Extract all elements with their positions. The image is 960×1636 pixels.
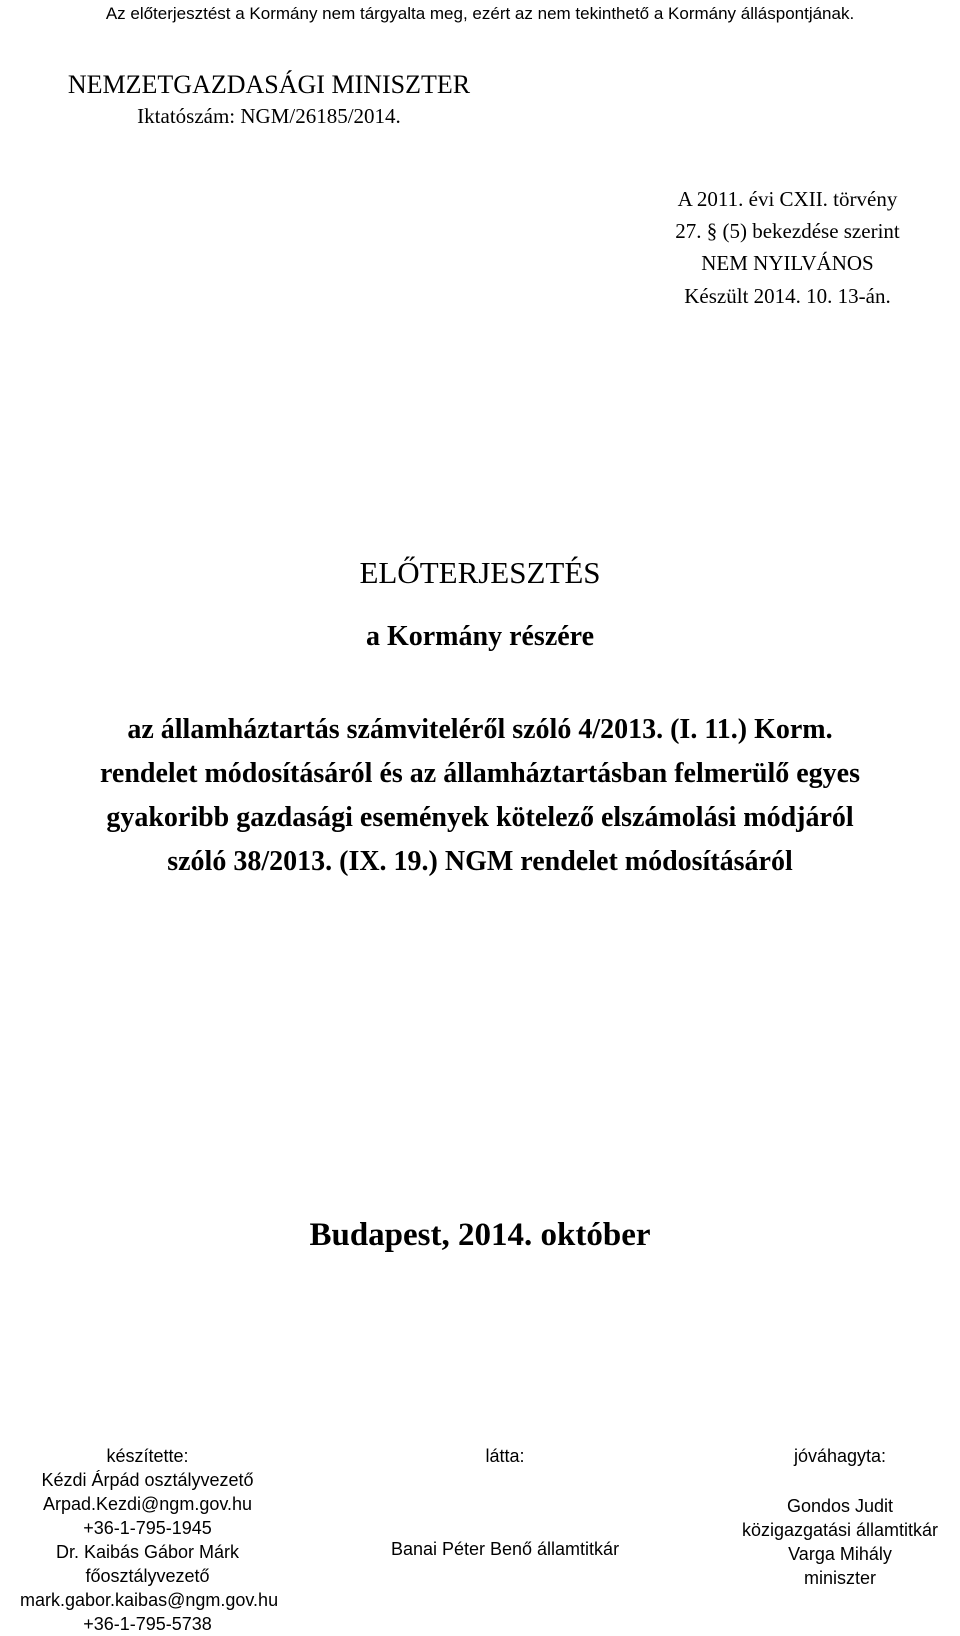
classification-status: NEM NYILVÁNOS [701, 251, 874, 275]
signature-line: miniszter [803, 1568, 876, 1588]
signature-label: látta: [485, 1446, 525, 1466]
phone-text: +36-1-795-5738 [83, 1614, 212, 1634]
signature-line: közigazgatási államtitkár [741, 1520, 939, 1540]
signature-label: jóváhagyta: [793, 1446, 887, 1466]
signature-seen-by [375, 1444, 635, 1561]
registration-number: Iktatószám: NGM/26185/2014. [137, 104, 401, 128]
subject-line: gyakoribb gazdasági események kötelező elszámolási módjáról [106, 802, 854, 833]
email-text: mark.gabor.kaibas@ngm.gov.hu [20, 1590, 279, 1610]
signature-line: Varga Mihály [788, 1544, 892, 1564]
document-type-title: ELŐTERJESZTÉS [359, 555, 601, 590]
email-text: Arpad.Kezdi@ngm.gov.hu [42, 1494, 253, 1514]
signature-line: főosztályvezető [85, 1566, 210, 1586]
signature-line: Kézdi Árpád osztályvezető [41, 1470, 254, 1490]
phone-text: +36-1-795-1945 [83, 1518, 212, 1538]
document-subject [0, 708, 960, 884]
signature-line: Banai Péter Benő államtitkár [390, 1539, 620, 1559]
signature-line: Dr. Kaibás Gábor Márk [55, 1542, 240, 1562]
classification-line: 27. § (5) bekezdése szerint [675, 219, 900, 243]
prepared-date: Készült 2014. 10. 13-án. [684, 284, 891, 308]
subject-line: rendelet módosításáról és az államháztartásban felmerülő egyes [99, 758, 861, 789]
signature-label: készítette: [106, 1446, 189, 1466]
place-and-date: Budapest, 2014. október [309, 1217, 651, 1253]
addressee: a Kormány részére [365, 621, 595, 652]
ministry-name: NEMZETGAZDASÁGI MINISZTER [67, 70, 471, 99]
signature-line: Gondos Judit [786, 1496, 894, 1516]
subject-line: szóló 38/2013. (IX. 19.) NGM rendelet módosításáról [167, 846, 793, 877]
signature-prepared-by [20, 1444, 279, 1636]
subject-line: az államháztartás számviteléről szóló 4/2013. (I. 11.) Korm. [127, 714, 833, 745]
signature-approved-by [725, 1444, 955, 1590]
signature-body [725, 1494, 955, 1590]
classification-block [620, 183, 955, 279]
disclaimer-note: Az előterjesztést a Kormány nem tárgyalta meg, ezért az nem tekinthető a Kormány álláspontjának. [105, 4, 855, 23]
classification-line: A 2011. évi CXII. törvény [677, 187, 898, 211]
